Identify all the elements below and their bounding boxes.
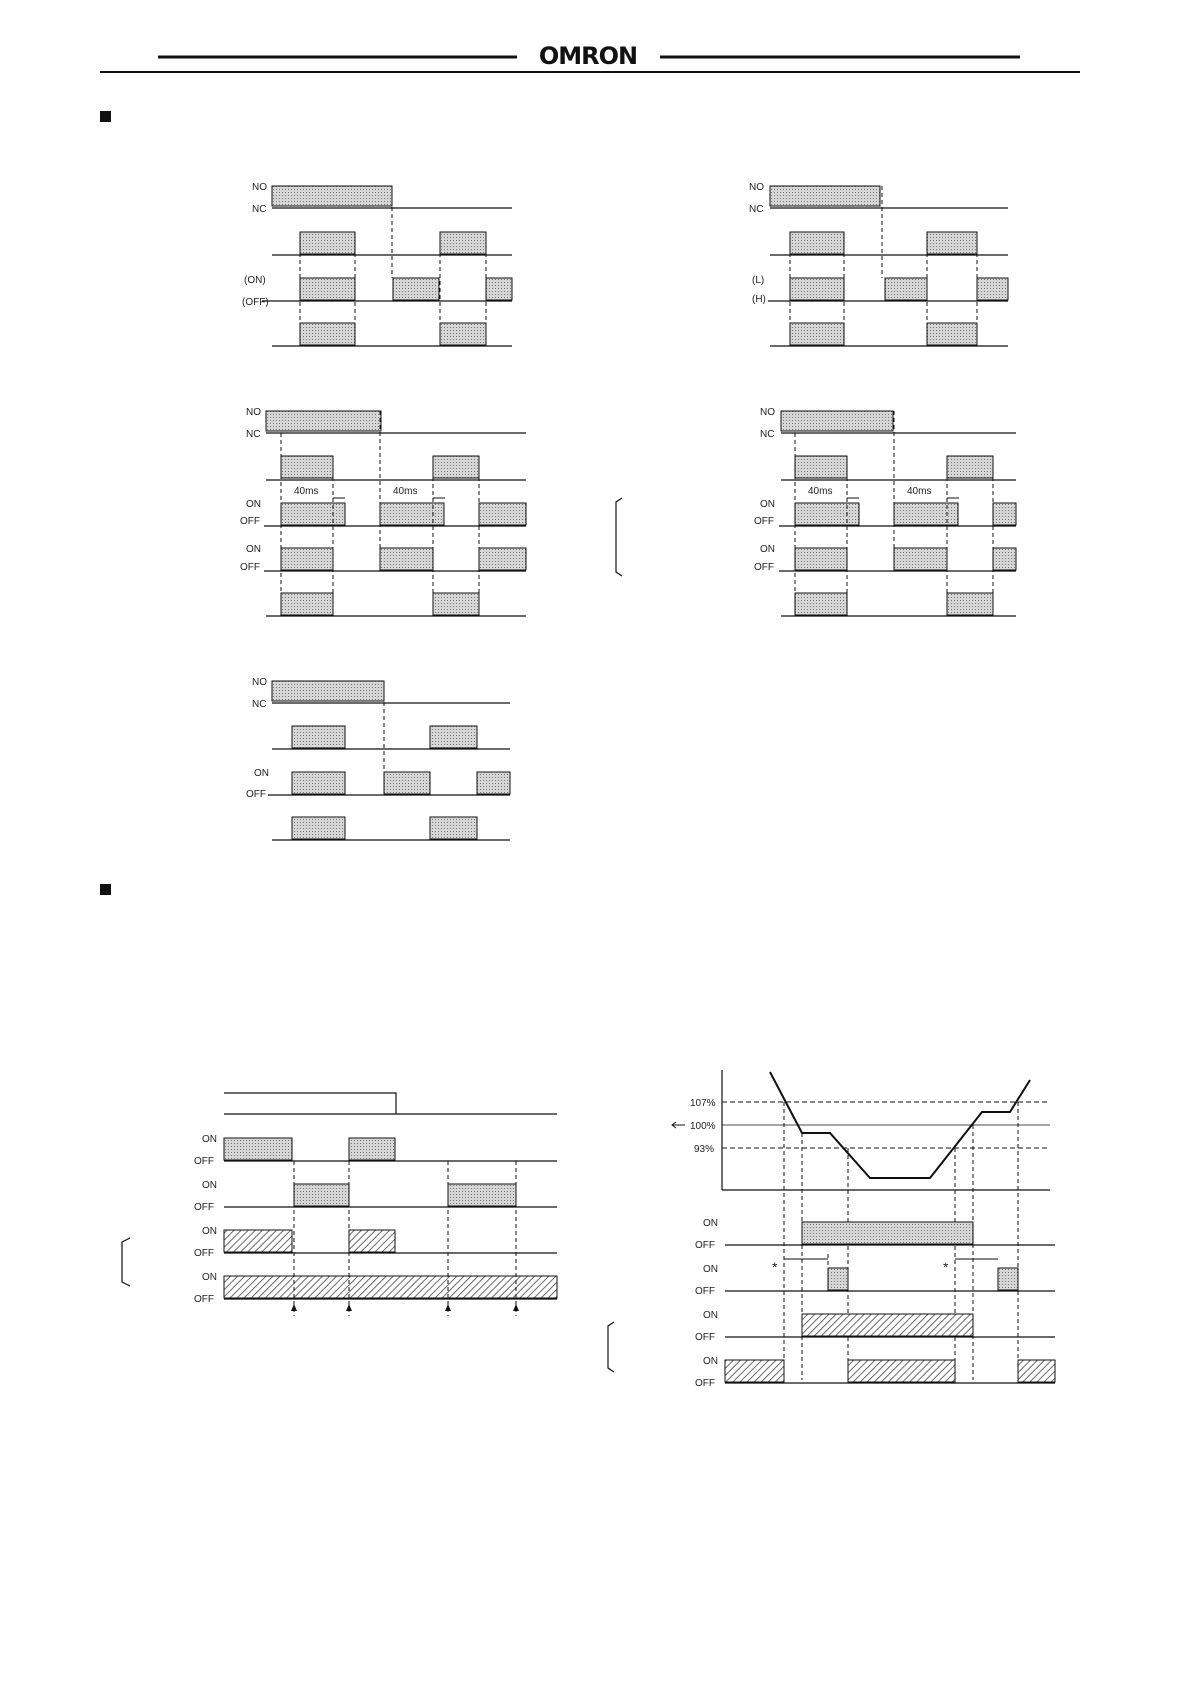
pct-label-93: 93% (694, 1144, 715, 1155)
off-label: OFF (194, 1156, 214, 1167)
group-bracket (616, 498, 622, 576)
timing-chart-4 (754, 407, 1016, 616)
on-label: ON (760, 499, 775, 510)
delay-label: 40ms (808, 486, 833, 497)
hatched-pulse (224, 1230, 292, 1252)
timing-chart-7 (672, 1070, 1055, 1389)
pulse (927, 232, 977, 254)
on-label: ON (703, 1218, 718, 1229)
l-label: (L) (752, 275, 765, 286)
off-label: OFF (240, 562, 260, 573)
pulse (479, 548, 526, 570)
delay-label: 40ms (294, 486, 319, 497)
pulse (384, 772, 430, 794)
delay-label: 40ms (907, 486, 932, 497)
arrow-icon (291, 1304, 297, 1311)
pulse (790, 278, 844, 300)
hatched-pulse (725, 1360, 784, 1382)
off-label: OFF (240, 516, 260, 527)
pulse (977, 278, 1008, 300)
pulse (300, 232, 355, 254)
pulse (292, 726, 345, 748)
hatched-pulse (349, 1230, 395, 1252)
group-bracket (608, 1322, 614, 1372)
timing-chart-1 (242, 182, 512, 346)
off-label: OFF (194, 1294, 214, 1305)
on-label: ON (202, 1272, 217, 1283)
on-label: ON (246, 544, 261, 555)
on-label: ON (703, 1310, 718, 1321)
off-label: OFF (695, 1240, 715, 1251)
pulse (300, 323, 355, 345)
off-label: OFF (695, 1378, 715, 1389)
omron-logo: OMRON (538, 42, 638, 70)
pulse (795, 456, 847, 478)
hatched-pulse (224, 1276, 557, 1298)
pulse (292, 817, 345, 839)
hatched-pulse (802, 1314, 973, 1336)
pulse (430, 726, 477, 748)
pulse (393, 278, 439, 300)
off-label: OFF (754, 562, 774, 573)
pulse (790, 323, 844, 345)
delay-label: 40ms (393, 486, 418, 497)
on-label: ON (703, 1356, 718, 1367)
on-label: ON (202, 1180, 217, 1191)
timing-chart-5 (246, 677, 510, 840)
nc-label: NC (252, 699, 267, 710)
pulse (440, 323, 486, 345)
arrow-icon (672, 1122, 685, 1128)
arrow-icon (445, 1304, 451, 1311)
pulse (281, 548, 333, 570)
no-label: NO (760, 407, 775, 418)
pulse (380, 548, 433, 570)
no-label: NO (749, 182, 764, 193)
pulse (272, 681, 384, 701)
pulse (281, 456, 333, 478)
pulse (885, 278, 927, 300)
pulse (433, 593, 479, 615)
pulse (947, 593, 993, 615)
off-label: OFF (194, 1202, 214, 1213)
pulse (477, 772, 510, 794)
h-label: (H) (752, 294, 766, 305)
pulse (993, 548, 1016, 570)
on-label: ON (254, 768, 269, 779)
pulse (380, 503, 444, 525)
pulse (998, 1268, 1018, 1290)
pulse (272, 186, 392, 206)
input-signal (224, 1093, 396, 1114)
off-label: OFF (246, 789, 266, 800)
off-label: (OFF) (242, 297, 269, 308)
off-label: OFF (695, 1332, 715, 1343)
pulse (795, 503, 859, 525)
nc-label: NC (749, 204, 764, 215)
arrow-icon (513, 1304, 519, 1311)
pulse (947, 456, 993, 478)
pulse (790, 232, 844, 254)
pulse (448, 1184, 516, 1206)
asterisk-note: * (943, 1259, 949, 1275)
pulse (781, 411, 893, 431)
pulse (993, 503, 1016, 525)
pulse (770, 186, 880, 206)
off-label: OFF (194, 1248, 214, 1259)
pulse (433, 456, 479, 478)
nc-label: NC (246, 429, 261, 440)
pulse (894, 548, 947, 570)
pulse (828, 1268, 848, 1290)
off-label: OFF (695, 1286, 715, 1297)
no-label: NO (252, 182, 267, 193)
pulse (795, 593, 847, 615)
asterisk-note: * (772, 1259, 778, 1275)
pulse (894, 503, 958, 525)
pulse (479, 503, 526, 525)
pulse (266, 411, 381, 431)
pulse (440, 232, 486, 254)
hatched-pulse (1018, 1360, 1055, 1382)
pulse (300, 278, 355, 300)
timing-chart-6 (194, 1093, 557, 1316)
pulse (486, 278, 512, 300)
on-label: ON (246, 499, 261, 510)
no-label: NO (252, 677, 267, 688)
pulse (294, 1184, 349, 1206)
pulse (927, 323, 977, 345)
pulse (224, 1138, 292, 1160)
on-label: (ON) (244, 275, 266, 286)
arrow-icon (346, 1304, 352, 1311)
pulse (292, 772, 345, 794)
no-label: NO (246, 407, 261, 418)
pct-label-107: 107% (690, 1098, 716, 1109)
on-label: ON (703, 1264, 718, 1275)
on-label: ON (202, 1134, 217, 1145)
off-label: OFF (754, 516, 774, 527)
pulse (802, 1222, 973, 1244)
pulse (795, 548, 847, 570)
timing-chart-2 (749, 182, 1008, 346)
on-label: ON (202, 1226, 217, 1237)
timing-chart-3 (240, 407, 526, 616)
pulse (281, 503, 345, 525)
group-bracket (122, 1238, 130, 1286)
nc-label: NC (252, 204, 267, 215)
hatched-pulse (848, 1360, 955, 1382)
pulse (349, 1138, 395, 1160)
pct-label-100: 100% (690, 1121, 716, 1132)
nc-label: NC (760, 429, 775, 440)
on-label: ON (760, 544, 775, 555)
pulse (281, 593, 333, 615)
pulse (430, 817, 477, 839)
